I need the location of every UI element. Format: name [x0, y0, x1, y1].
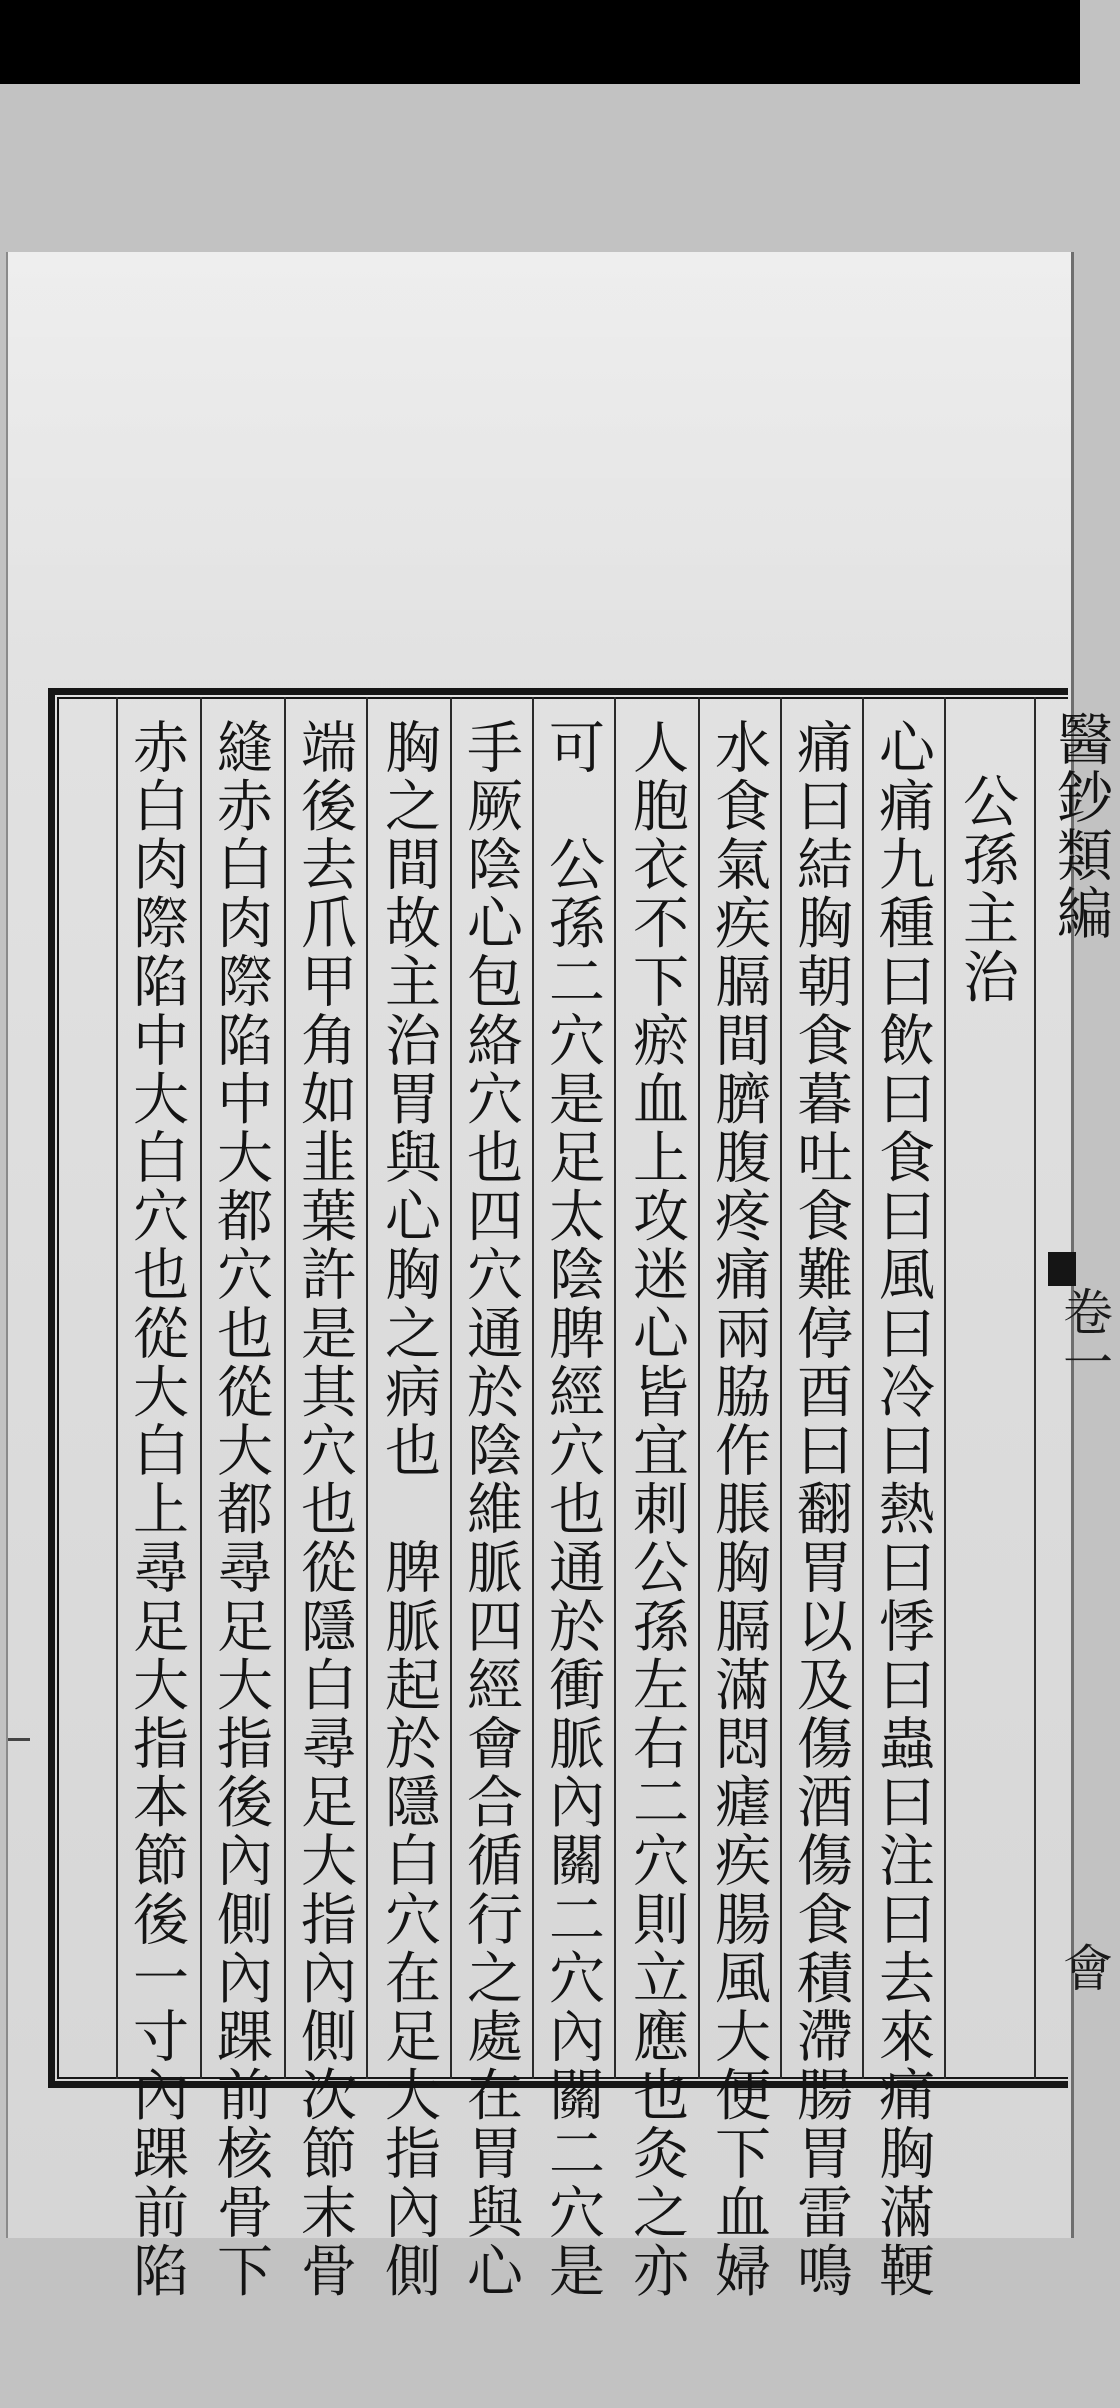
margin-tick-mark	[8, 1738, 30, 1741]
column-rule	[284, 697, 286, 2079]
book-page	[6, 252, 1113, 2301]
column-rule	[614, 697, 616, 2079]
spine-volume-label: 卷一	[1055, 1286, 1113, 1386]
text-column-1: 公孫主治	[954, 772, 1019, 1007]
text-column-3: 痛曰結胸朝食暮吐食難停酉曰翻胃以及傷酒傷食積滯腸胃雷鳴	[788, 718, 853, 2301]
column-rule	[944, 697, 946, 2079]
column-rule	[532, 697, 534, 2079]
text-column-10: 縫赤白肉際陷中大都穴也從大都尋足大指後內側內踝前核骨下	[208, 718, 273, 2301]
column-rule	[116, 697, 118, 2079]
text-column-7: 手厥陰心包絡穴也四穴通於陰維脈四經會合循行之處在胃與心	[458, 718, 523, 2301]
column-rule	[780, 697, 782, 2079]
text-column-5: 人胞衣不下瘀血上攻迷心皆宜刺公孫左右二穴則立應也灸之亦	[624, 718, 689, 2301]
column-rule	[200, 697, 202, 2079]
column-rule	[1034, 697, 1036, 2079]
column-rule	[698, 697, 700, 2079]
text-column-6: 可 公孫二穴是足太陰脾經穴也通於衝脈內關二穴內關二穴是	[540, 718, 605, 2301]
text-column-2: 心痛九種曰飲曰食曰風曰冷曰熱曰悸曰蟲曰注曰去來痛胸滿鞕	[870, 718, 935, 2301]
text-column-4: 水食氣疾膈間臍腹疼痛兩脇作脹胸膈滿悶瘧疾腸風大便下血婦	[706, 718, 771, 2301]
column-rule	[366, 697, 368, 2079]
column-rule	[862, 697, 864, 2079]
header-title: 醫鈔類編	[1048, 710, 1113, 942]
spine-page-label: 會	[1055, 1942, 1113, 1992]
column-rule	[450, 697, 452, 2079]
text-column-8: 胸之間故主治胃與心胸之病也 脾脈起於隱白穴在足大指內側	[376, 718, 441, 2301]
fishtail-mark	[1048, 1252, 1076, 1286]
page-upper-margin	[8, 252, 1071, 672]
text-column-9: 端後去爪甲角如韭葉許是其穴也從隱白尋足大指內側次節末骨	[292, 718, 357, 2301]
top-black-bar	[0, 0, 1080, 84]
text-column-11: 赤白肉際陷中大白穴也從大白上尋足大指本節後一寸內踝前陷	[124, 718, 189, 2301]
